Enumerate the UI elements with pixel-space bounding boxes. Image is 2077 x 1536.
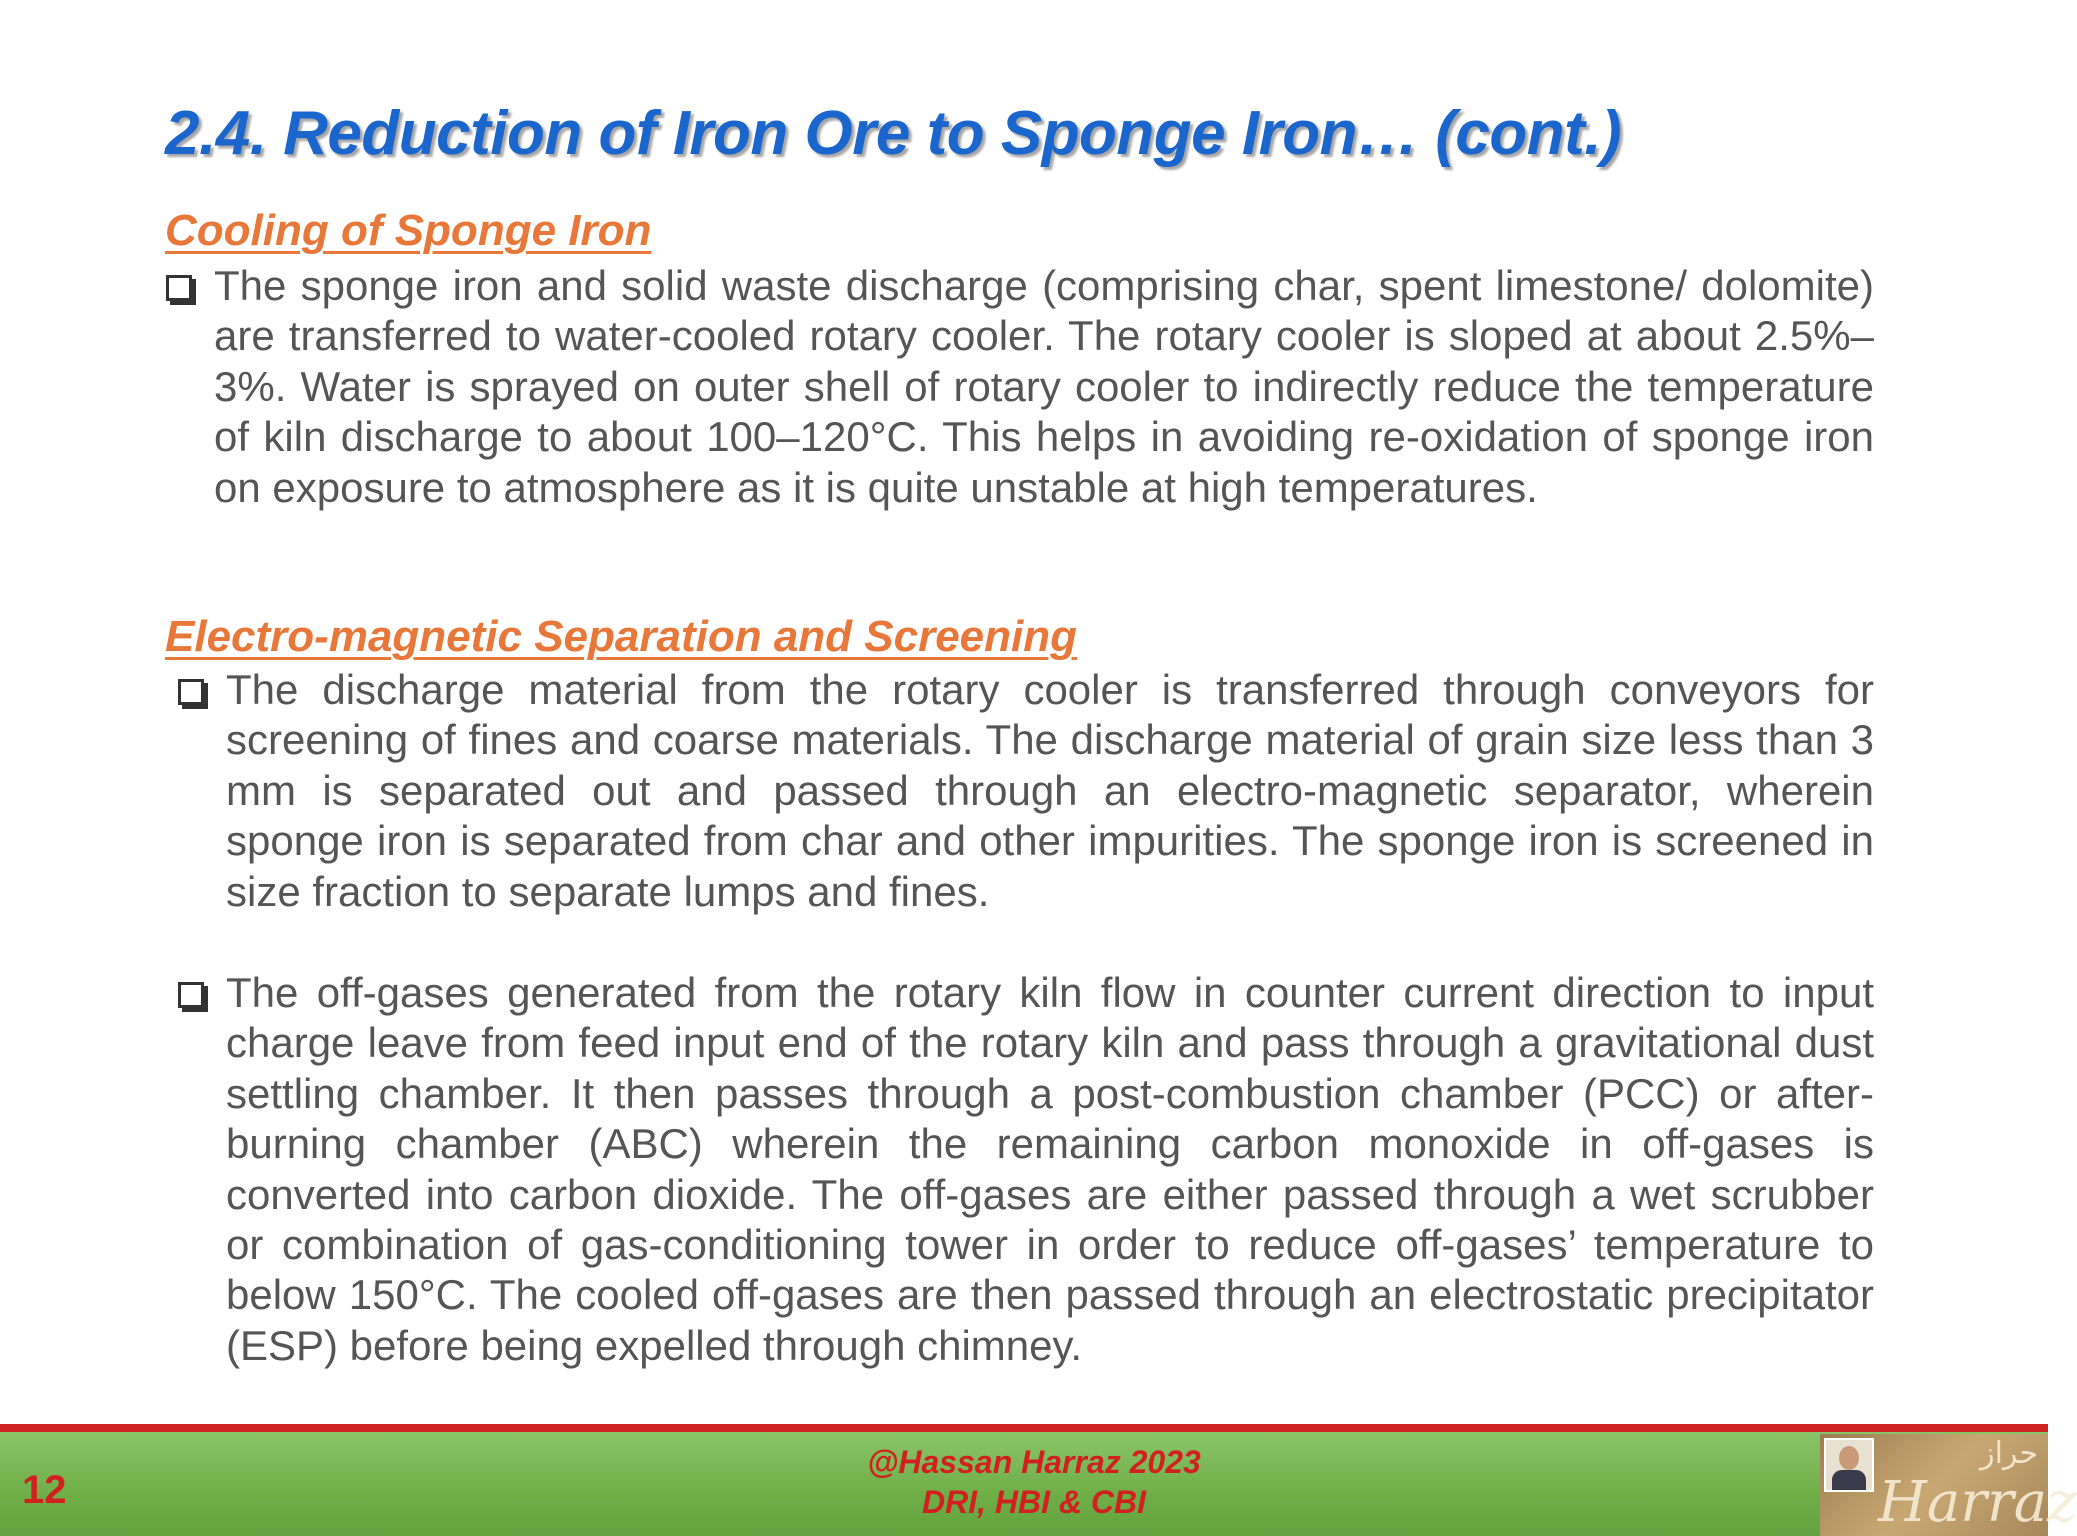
section-heading-separation: Electro-magnetic Separation and Screening [165, 612, 1078, 661]
harraz-logo [1820, 1434, 2077, 1536]
footer-divider [0, 1424, 2048, 1432]
bullet-item [166, 261, 1888, 513]
bullet-text: The sponge iron and solid waste discharge (comprising char, spent limestone/ dolomite) are transferred to water-cooled rotary cooler. The rotary cooler is sloped at about 2.5%–3%. Water is sprayed on outer shell of rotary cooler to indirectly reduce the temperature of kiln discharge to about 100–120°C. This helps in avoiding re-oxidation of sponge iron on exposure to atmosphere as it is quite unstable at high temperatures. [214, 262, 1874, 511]
section-heading-cooling: Cooling of Sponge Iron [165, 206, 652, 255]
bullet-text: The off-gases generated from the rotary kiln flow in counter current direction to input charge leave from feed input end of the rotary kiln and pass through a gravitational dust settling chamber. It then passes through a post-combustion chamber (PCC) or after-burning chamber (ABC) wherein the remaining carbon monoxide in off-gases is converted into carbon dioxide. The off-gases are either passed through a wet scrubber or combination of gas-conditioning tower in order to reduce off-gases’ temperature to below 150°C. The cooled off-gases are then passed through an electrostatic precipitator (ESP) before being expelled through chimney. [226, 969, 1874, 1369]
logo-script-text: Harraz [1878, 1470, 2077, 1535]
bullet-text: The discharge material from the rotary cooler is transferred through conveyors for screening of fines and coarse materials. The discharge material of grain size less than 3 mm is separated out and passed through an electro-magnetic separator, wherein sponge iron is separated from char and other impurities. The sponge iron is screened in size fraction to separate lumps and fines. [226, 666, 1874, 915]
bullet-item [178, 968, 1888, 1371]
page-number: 12 [22, 1468, 67, 1512]
bullet-item [178, 665, 1888, 917]
logo-arabic-text: حراز [1980, 1436, 2038, 1471]
hollow-square-bullet-icon [178, 679, 204, 705]
author-photo [1824, 1438, 1874, 1492]
footer-author: @Hassan Harraz 2023 [867, 1444, 1201, 1480]
slide-title: 2.4. Reduction of Iron Ore to Sponge Iron… (cont.) [165, 99, 1622, 168]
footer-credit [824, 1442, 1244, 1522]
hollow-square-bullet-icon [178, 982, 204, 1008]
footer-topic: DRI, HBI & CBI [922, 1484, 1146, 1520]
hollow-square-bullet-icon [166, 275, 192, 301]
